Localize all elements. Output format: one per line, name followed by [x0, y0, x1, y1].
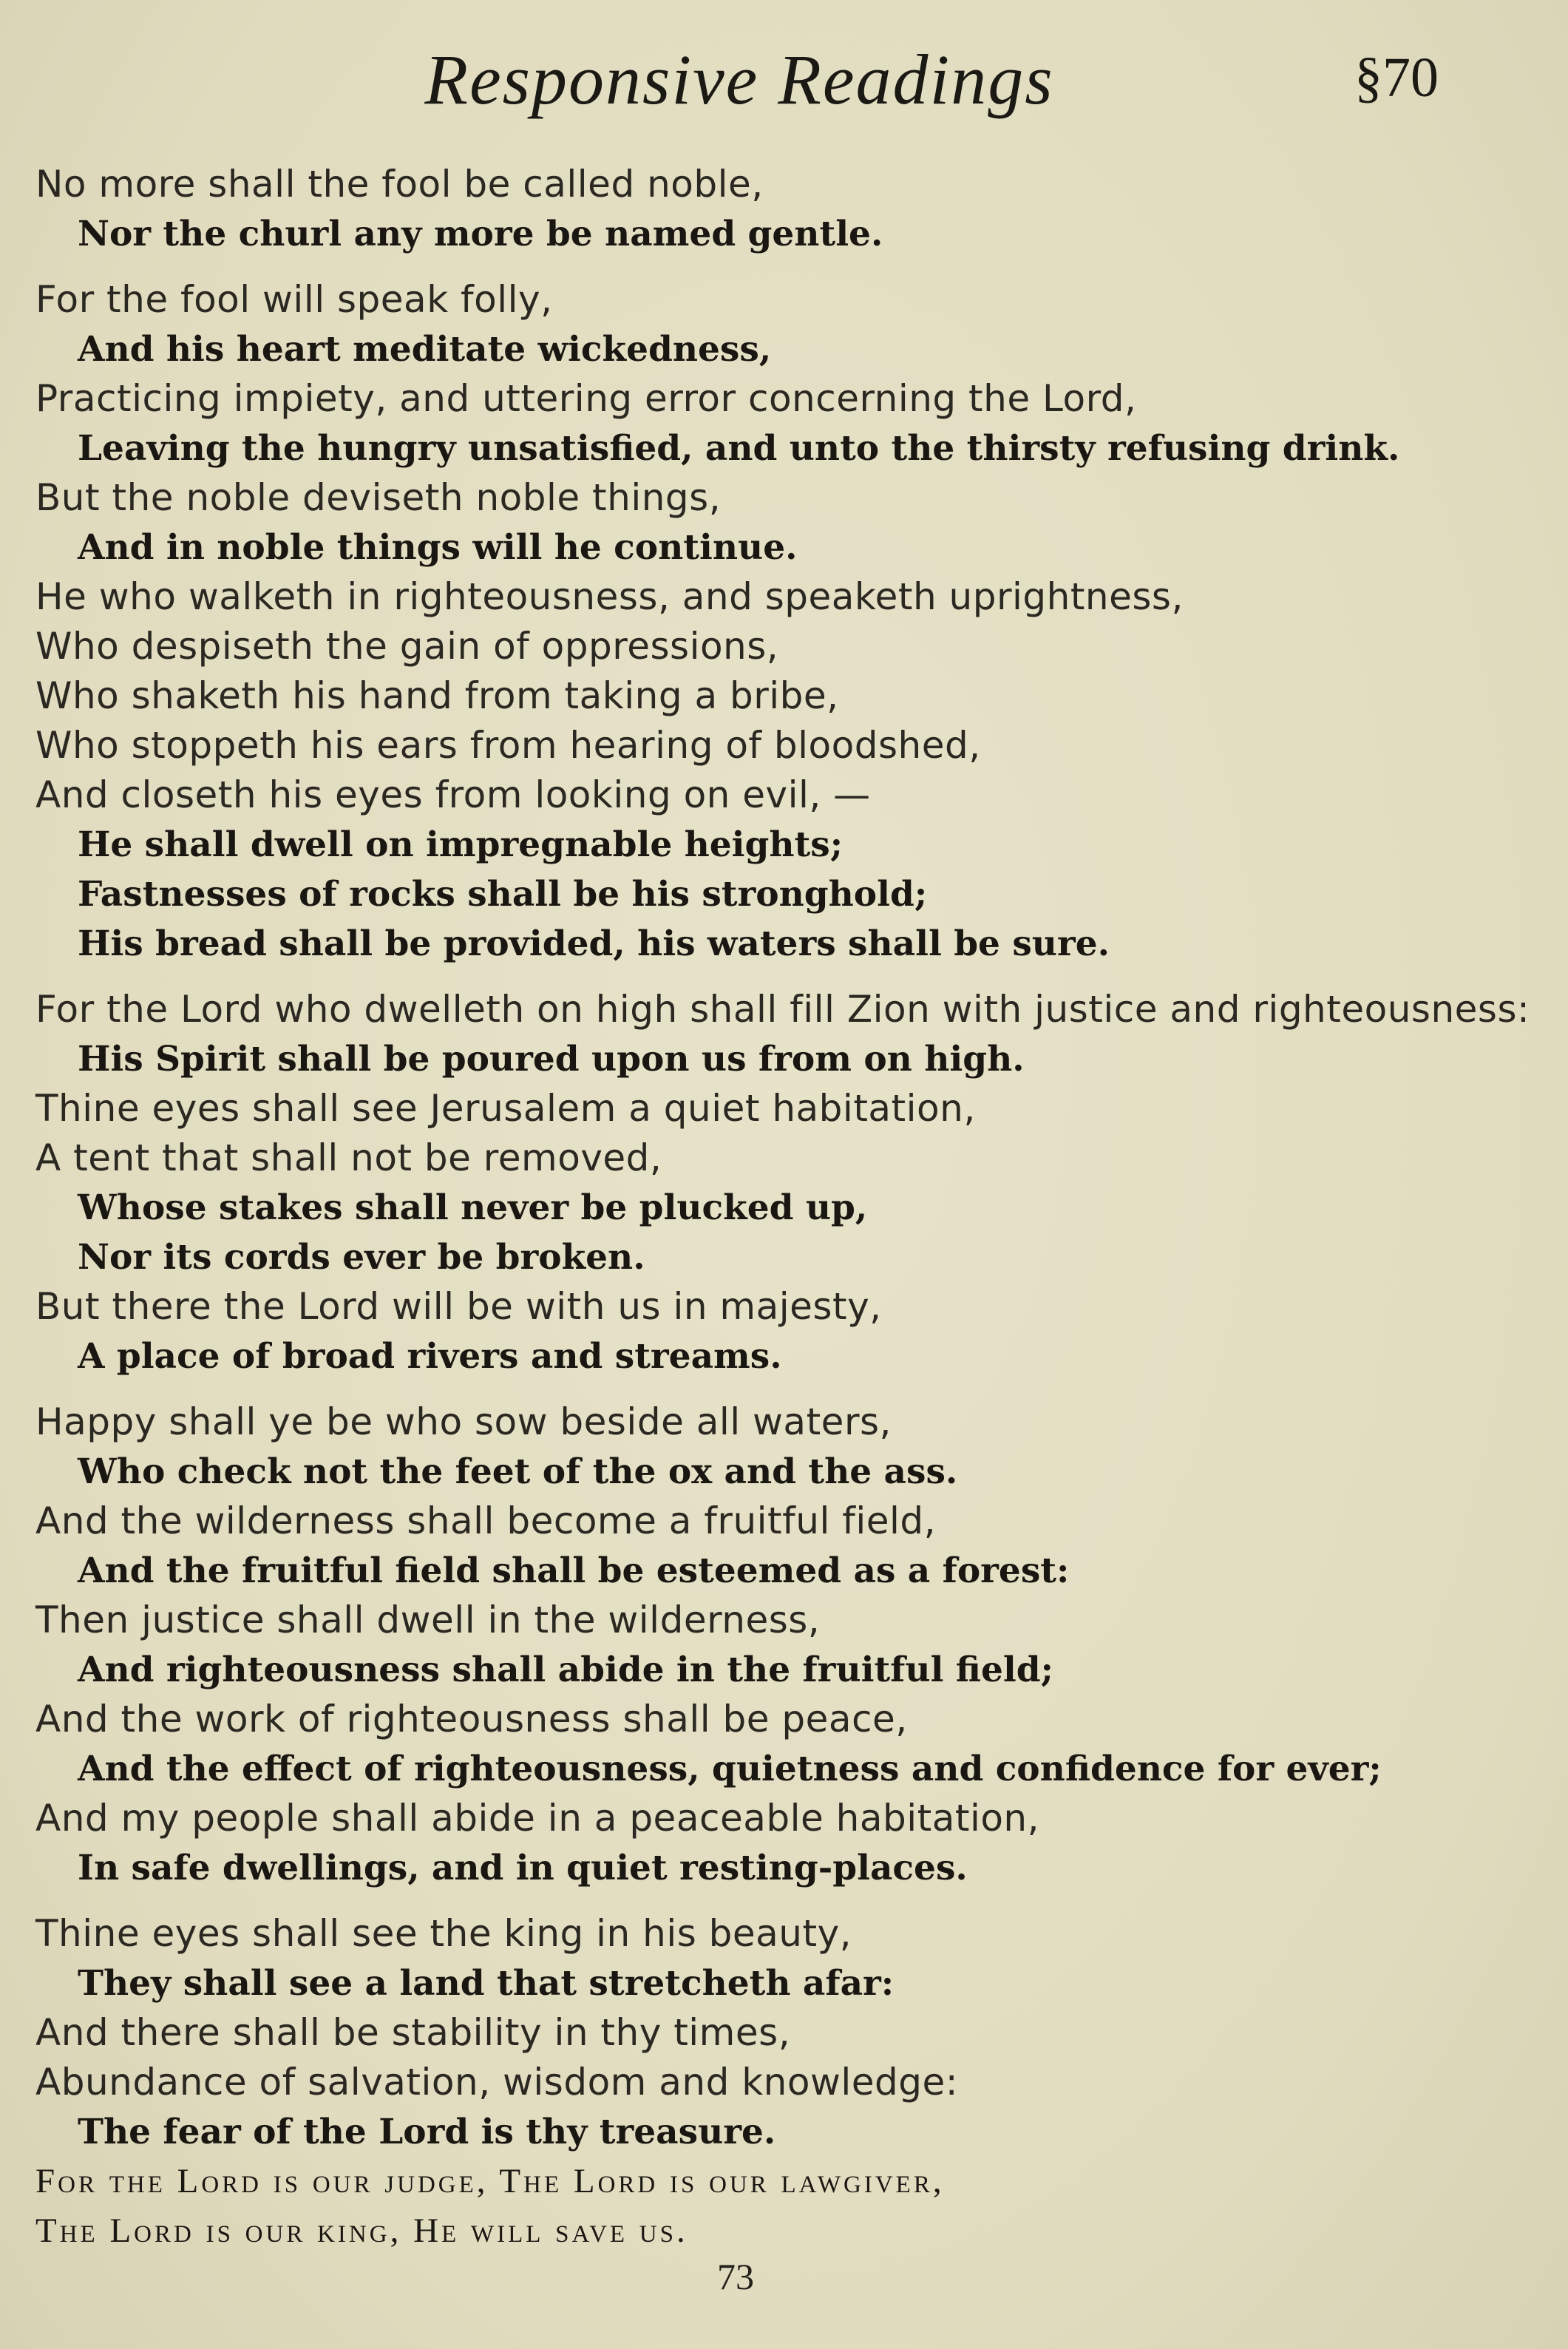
leader-line: Abundance of salvation, wisdom and knowledge:	[35, 2061, 959, 2104]
leader-line: For the Lord who dwelleth on high shall fill Zion with justice and righteousness:	[35, 988, 1530, 1031]
stanza-break	[35, 1381, 1536, 1397]
responsive-reading-text	[35, 160, 1536, 2256]
response-line: His bread shall be provided, his waters shall be sure.	[78, 923, 1110, 964]
response-line: In safe dwellings, and in quiet resting-places.	[78, 1848, 968, 1888]
leader-line: And the wilderness shall become a fruitful field,	[35, 1499, 937, 1542]
response-line: Leaving the hungry unsatisfied, and unto the thirsty refusing drink.	[78, 428, 1400, 469]
response-line: The fear of the Lord is thy treasure.	[78, 2112, 776, 2152]
unison-line: For the Lord is our judge, The Lord is our lawgiver,	[35, 2162, 945, 2200]
response-line: Fastnesses of rocks shall be his stronghold;	[78, 874, 928, 915]
leader-line: Then justice shall dwell in the wilderness,	[35, 1599, 821, 1641]
section-number: §70	[1354, 47, 1439, 109]
leader-line: A tent that shall not be removed,	[35, 1136, 662, 1179]
leader-line: And closeth his eyes from looking on evil, —	[35, 773, 871, 816]
leader-line: And my people shall abide in a peaceable habitation,	[35, 1797, 1040, 1840]
response-line: And righteousness shall abide in the fruitful field;	[78, 1650, 1053, 1690]
leader-line: Practicing impiety, and uttering error concerning the Lord,	[35, 377, 1137, 420]
response-line: Who check not the feet of the ox and the ass.	[78, 1451, 958, 1492]
leader-line: Who despiseth the gain of oppressions,	[35, 625, 779, 668]
unison-line: The Lord is our king, He will save us.	[35, 2211, 688, 2250]
leader-line: He who walketh in righteousness, and speaketh uprightness,	[35, 575, 1184, 618]
stanza-break	[35, 1893, 1536, 1909]
response-line: Whose stakes shall never be plucked up,	[78, 1187, 868, 1228]
response-line: And his heart meditate wickedness,	[78, 329, 772, 370]
leader-line: Thine eyes shall see the king in his beauty,	[35, 1912, 852, 1955]
response-line: Nor the churl any more be named gentle.	[78, 214, 883, 254]
response-line: And the effect of righteousness, quietness and confidence for ever;	[78, 1749, 1382, 1789]
response-line: He shall dwell on impregnable heights;	[78, 824, 844, 865]
leader-line: Happy shall ye be who sow beside all waters,	[35, 1400, 892, 1443]
response-line: His Spirit shall be poured upon us from on high.	[78, 1039, 1025, 1079]
leader-line: No more shall the fool be called noble,	[35, 163, 764, 206]
response-line: They shall see a land that stretcheth afar:	[78, 1963, 895, 2004]
leader-line: Who stoppeth his ears from hearing of bloodshed,	[35, 724, 981, 767]
response-line: A place of broad rivers and streams.	[78, 1336, 782, 1377]
leader-line: But there the Lord will be with us in majesty,	[35, 1285, 882, 1328]
leader-line: And the work of righteousness shall be peace,	[35, 1698, 908, 1740]
response-line: And in noble things will he continue.	[78, 527, 798, 568]
leader-line: Thine eyes shall see Jerusalem a quiet habitation,	[35, 1087, 976, 1130]
stanza-break	[35, 969, 1536, 985]
leader-line: But the noble deviseth noble things,	[35, 476, 722, 519]
leader-line: For the fool will speak folly,	[35, 278, 553, 321]
leader-line: Who shaketh his hand from taking a bribe,	[35, 674, 839, 717]
response-line: Nor its cords ever be broken.	[78, 1237, 645, 1278]
page-number: 73	[717, 2256, 754, 2297]
stanza-break	[35, 259, 1536, 275]
page-title: Responsive Readings	[424, 40, 1054, 119]
response-line: And the fruitful field shall be esteemed as a forest:	[78, 1550, 1070, 1591]
leader-line: And there shall be stability in thy times,	[35, 2011, 791, 2054]
